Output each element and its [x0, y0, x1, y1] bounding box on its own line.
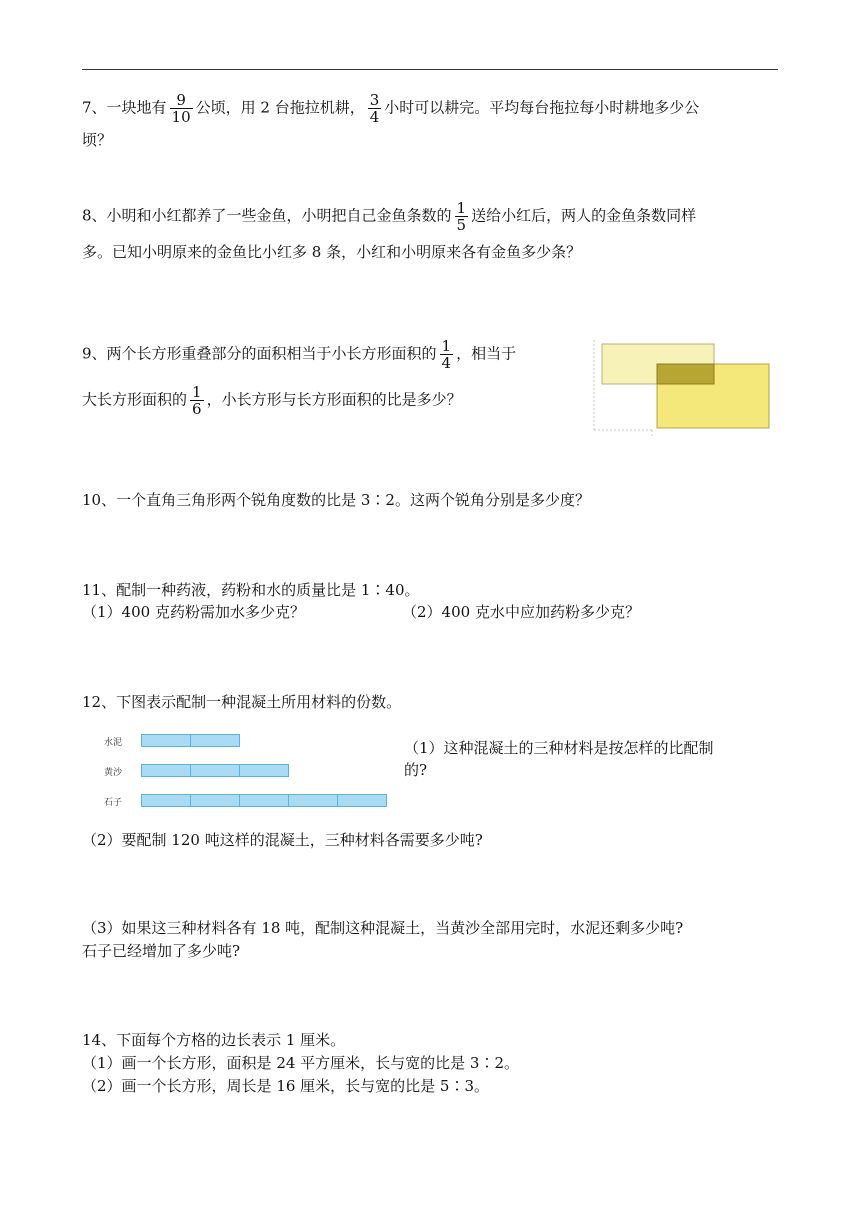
bar-part-cell	[190, 764, 240, 777]
bar-part-cell	[141, 764, 191, 777]
q8-fraction-1: $\frac{1}{5}$	[456, 199, 467, 234]
bar-part-cell	[239, 794, 289, 807]
q12-sub1-line1: （1）这种混凝土的三种材料是按怎样的比配制	[404, 739, 714, 757]
overlap-region	[657, 364, 714, 384]
q14-sub1: （1）画一个长方形，面积是 24 平方厘米，长与宽的比是 3∶2。	[82, 1054, 520, 1072]
material-parts-figure	[104, 728, 394, 812]
q7-text-3: 小时可以耕完。平均每台拖拉每小时耕地多少公	[384, 98, 700, 117]
q14-line: 14、下面每个方格的边长表示 1 厘米。	[82, 1031, 346, 1049]
q7-text-2: 公顷，用 2 台拖拉机耕，	[195, 98, 365, 117]
q11-sub1: （1）400 克药粉需加水多少克？	[82, 603, 305, 621]
top-rule	[82, 69, 778, 70]
bar-label: 石子	[104, 798, 123, 808]
q8-line1	[82, 200, 696, 233]
bar-label: 黄沙	[104, 768, 123, 778]
bar-part-cell	[337, 794, 387, 807]
q14-sub2: （2）画一个长方形，周长是 16 厘米，长与宽的比是 5∶3。	[82, 1077, 490, 1095]
q9-line2	[82, 384, 462, 417]
q12-sub3-line1: （3）如果这三种材料各有 18 吨，配制这种混凝土，当黄沙全部用完时，水泥还剩多少吨?	[82, 919, 684, 937]
q12-sub3-line2: 石子已经增加了多少吨?	[82, 942, 241, 960]
q9-fraction-2: $\frac{1}{6}$	[192, 383, 202, 418]
q10-line: 10、一个直角三角形两个锐角度数的比是 3∶2。这两个锐角分别是多少度？	[82, 491, 590, 509]
q9-text-3: 大长方形面积的	[82, 390, 188, 409]
q11-line: 11、配制一种药液，药粉和水的质量比是 1∶40。	[82, 581, 420, 599]
q9-line1	[82, 338, 516, 371]
q7-line2: 顷？	[82, 131, 113, 149]
q7-fraction-2: $\frac{3}{4}$	[369, 91, 380, 126]
q9-fraction-1: $\frac{1}{4}$	[441, 337, 452, 372]
q12-sub1-line2: 的?	[404, 761, 428, 779]
bar-part-cell	[190, 794, 240, 807]
q8-text-2: 送给小红后，两人的金鱼条数同样	[471, 206, 697, 225]
q7-text-1: 7、一块地有	[82, 98, 167, 117]
q9-text-4: ，小长方形与长方形面积的比是多少？	[206, 390, 462, 409]
q7-fraction-1: $\frac{9}{10}$	[171, 91, 191, 126]
q7-line1	[82, 92, 699, 125]
bar-part-cell	[288, 794, 338, 807]
q8-text-1: 8、小明和小红都养了一些金鱼，小明把自己金鱼条数的	[82, 206, 452, 225]
bar-part-cell	[190, 734, 240, 747]
overlap-rectangles-figure	[592, 336, 780, 440]
q9-text-1: 9、两个长方形重叠部分的面积相当于小长方形面积的	[82, 344, 437, 363]
q12-line: 12、下图表示配制一种混凝土所用材料的份数。	[82, 693, 402, 711]
q11-sub2: （2）400 克水中应加药粉多少克？	[402, 603, 640, 621]
bar-label: 水泥	[104, 738, 123, 748]
q9-text-2: ，相当于	[456, 344, 517, 363]
bar-part-cell	[239, 764, 289, 777]
q8-line2: 多。已知小明原来的金鱼比小红多 8 条，小红和小明原来各有金鱼多少条？	[82, 243, 582, 261]
bar-part-cell	[141, 794, 191, 807]
bar-part-cell	[141, 734, 191, 747]
q12-sub2: （2）要配制 120 吨这样的混凝土，三种材料各需要多少吨?	[82, 831, 483, 849]
